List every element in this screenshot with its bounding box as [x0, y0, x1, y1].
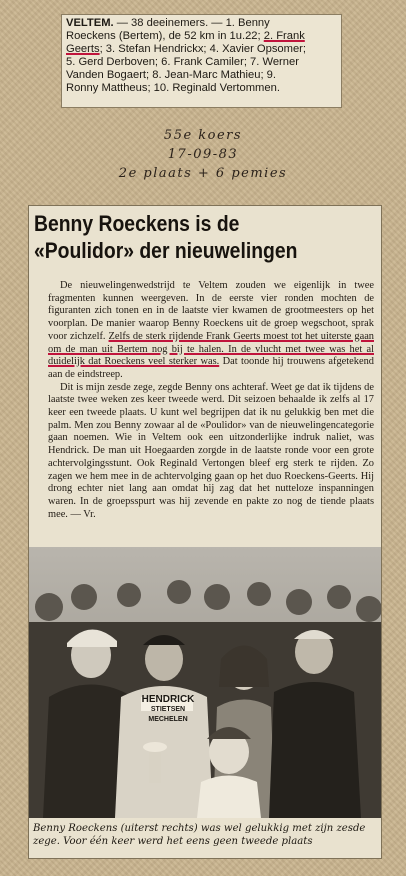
article-body	[48, 280, 374, 521]
photo-caption: Benny Roeckens (uiterst rechts) was wel gelukkig met zijn zesde zege. Voor één keer werd het eens geen tweede plaats	[33, 823, 366, 847]
article-headline	[34, 210, 330, 264]
headline-line-2: «Poulidor» der nieuwelingen	[34, 238, 298, 263]
jersey-sponsor-text: STIETSEN	[150, 706, 186, 713]
underlined-name: 2. Frank	[263, 30, 305, 43]
article-photo	[29, 547, 381, 818]
paragraph-1	[48, 280, 374, 382]
handwritten-date: 17-09-83	[167, 147, 239, 162]
jersey-lettering	[137, 695, 199, 725]
results-line-1	[66, 17, 337, 30]
red-underlined-passage: Zelfs de sterk rijdende Frank Geerts moest tot het uiterste gaan om de man uit Bertem nog bij te halen. In de vlucht met twee was het al duidelijk dat Roeckens veel sterker was.	[48, 330, 374, 368]
jersey-sponsor-text: HENDRICK	[141, 694, 195, 705]
headline-line-1: Benny Roeckens is de	[34, 211, 240, 236]
article-clipping	[28, 205, 382, 859]
results-line-6: Ronny Mattheus; 10. Reginald Vertommen.	[66, 82, 280, 95]
crowd-photo-image	[29, 547, 381, 818]
results-text: Roeckens (Bertem), de 52 km in 1u.22;	[66, 30, 264, 43]
results-line-2	[66, 30, 337, 43]
results-text: — 38 deeinemers. — 1. Benny	[113, 17, 270, 29]
handwritten-result: 2e plaats + 6 pemies	[118, 166, 288, 181]
results-line-3	[66, 43, 337, 56]
paragraph-text: De nieuwelingenwedstrijd te Veltem zouden we eigenlijk in twee fragmenten kunnen weergeven. In de eerste vier ronden mochten de figuranten zich tonen en in de laatste vier kwamen de grootmeesters op het voorplan. De manier waarop Benny Roeckens uit de groep wegschoot, sprak voor zichzelf.	[48, 280, 374, 342]
handwritten-race-number: 55e koers	[163, 128, 243, 143]
paragraph-text: Dat toonde hij trouwens afgetekend aan de eindstreep.	[48, 356, 374, 380]
underlined-name: Geerts	[66, 43, 100, 56]
town-label: VELTEM.	[66, 17, 114, 29]
results-line-5: Vanden Bogaert; 8. Jean-Marc Mathieu; 9.	[66, 69, 276, 82]
jersey-sponsor-text: MECHELEN	[148, 716, 188, 723]
results-clipping	[61, 14, 342, 108]
results-line-4: 5. Gerd Derboven; 6. Frank Camiler; 7. Werner	[66, 56, 299, 69]
paragraph-2: Dit is mijn zesde zege, zegde Benny ons achteraf. Weet ge dat ik tijdens de laatste twee weken zes keer tweede werd. Dit seizoen behaalde ik zelfs al 17 keer een tweede plaats. U kunt wel begrijpen dat ik nu gelukkig ben met die palm. Men zou Benny zowaar al de «Poulidor» van de nieuwelingencategorie gaan noemen. Wie in Veltem ook een uitzonderlijke indruk naliet, was Hendrick. De man uit Hoegaarden zorgde in de laatste ronde voor een grote achtervolgingsstunt. Ook Reginald Vertongen bleef erg sterk te rijden. Zo zagen we hem mee in de achtervolging gaan op het duo Roeckens-Geerts. Hij drong echter niet lang aan omdat hij zag dat het nutteloze inspanningen waren. In de groepsspurt was hij zevende en pakte zo nog de tiende plaats mee. — Vr.	[48, 381, 374, 520]
results-text: ; 3. Stefan Hendrickx; 4. Xavier Opsomer;	[99, 43, 307, 56]
